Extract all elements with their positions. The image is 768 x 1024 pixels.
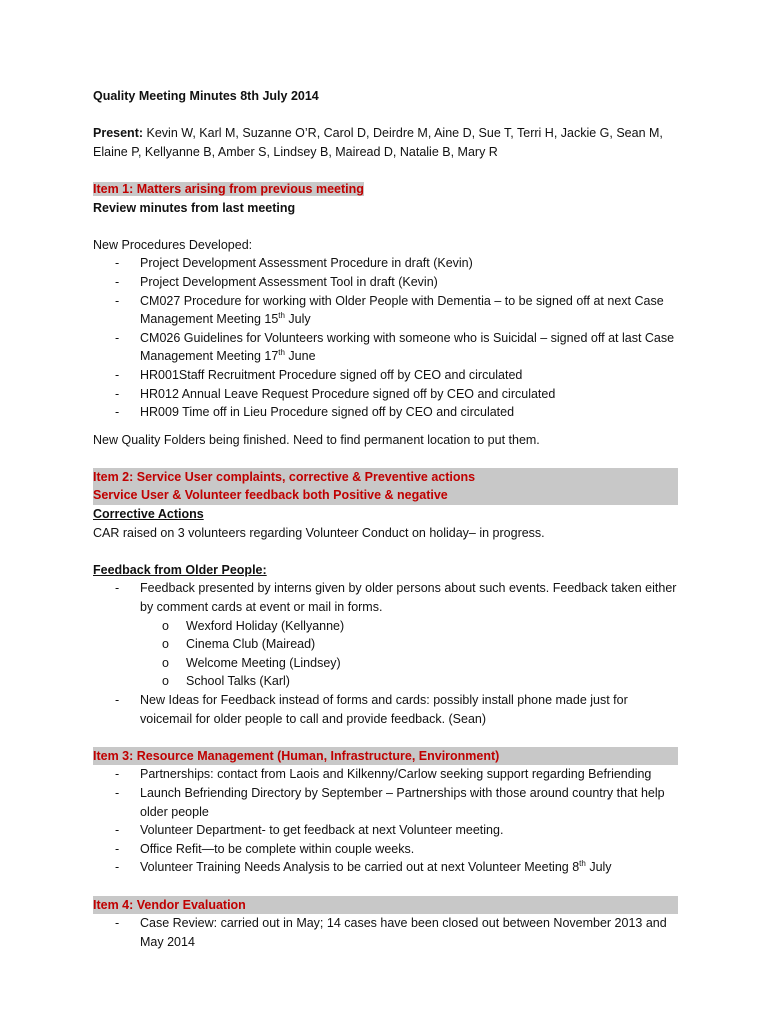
corrective-actions-label: Corrective Actions xyxy=(93,507,204,522)
item2-heading-line1: Item 2: Service User complaints, corrective & Preventive actions xyxy=(93,469,476,484)
list-item: o School Talks (Karl) xyxy=(140,672,678,691)
document-body xyxy=(93,87,678,951)
attendees-paragraph xyxy=(93,124,678,161)
present-label: Present: xyxy=(93,126,144,141)
list-item: - CM027 Procedure for working with Older People with Dementia – to be signed off at next Case Management Meeting 15th July xyxy=(93,292,678,329)
list-item: - Feedback presented by interns given by older persons about such events. Feedback taken either by comment cards at event or mail in forms. o Wexford Holiday (Kellyanne) o Cinema Club (Mairead) o Welcome Meeting (Lindsey) o School Talks (Karl) xyxy=(93,579,678,691)
list-item: o Cinema Club (Mairead) xyxy=(140,635,678,654)
list-item: o Wexford Holiday (Kellyanne) xyxy=(140,617,678,636)
attendees-list: Kevin W, Karl M, Suzanne O’R, Carol D, Deirdre M, Aine D, Sue T, Terri H, Jackie G, Sean M, Elaine P, Kellyanne B, Amber S, Lindsey B, Mairead D, Natalie B, Mary R xyxy=(93,126,667,159)
item3-heading: Item 3: Resource Management (Human, Infrastructure, Environment) xyxy=(93,747,678,766)
item4-heading: Item 4: Vendor Evaluation xyxy=(93,896,678,915)
list-item: - Case Review: carried out in May; 14 cases have been closed out between November 2013 and May 2014 xyxy=(93,914,678,951)
item1-heading: Item 1: Matters arising from previous meeting xyxy=(93,181,364,196)
list-item: - Volunteer Training Needs Analysis to be carried out at next Volunteer Meeting 8th July xyxy=(93,858,678,877)
list-item: - Launch Befriending Directory by September – Partnerships with those around country that help older people xyxy=(93,784,678,821)
list-item: o Welcome Meeting (Lindsey) xyxy=(140,654,678,673)
item2-heading-line2: Service User & Volunteer feedback both Positive & negative xyxy=(93,488,448,503)
feedback-list xyxy=(93,579,678,728)
resource-list xyxy=(93,765,678,877)
item2-heading-block xyxy=(93,468,678,505)
feedback-label: Feedback from Older People: xyxy=(93,562,267,577)
list-item: - Volunteer Department- to get feedback at next Volunteer meeting. xyxy=(93,821,678,840)
list-item: - Project Development Assessment Tool in draft (Kevin) xyxy=(93,273,678,292)
list-item: - New Ideas for Feedback instead of forms and cards: possibly install phone made just for voicemail for older people to call and provide feedback. (Sean) xyxy=(93,691,678,728)
folders-note: New Quality Folders being finished. Need to find permanent location to put them. xyxy=(93,432,540,447)
list-item: - Office Refit—to be complete within couple weeks. xyxy=(93,840,678,859)
procedures-list xyxy=(93,254,678,421)
document-title: Quality Meeting Minutes 8th July 2014 xyxy=(93,89,319,103)
corrective-actions-text: CAR raised on 3 volunteers regarding Volunteer Conduct on holiday– in progress. xyxy=(93,525,545,540)
vendor-list xyxy=(93,914,678,951)
item1-subheading: Review minutes from last meeting xyxy=(93,200,296,215)
list-item: - CM026 Guidelines for Volunteers working with someone who is Suicidal – signed off at last Case Management Meeting 17th June xyxy=(93,329,678,366)
list-item: - Project Development Assessment Procedure in draft (Kevin) xyxy=(93,254,678,273)
item1-heading-line xyxy=(93,180,678,199)
list-item: - Partnerships: contact from Laois and Kilkenny/Carlow seeking support regarding Befriending xyxy=(93,765,678,784)
list-item: - HR012 Annual Leave Request Procedure signed off by CEO and circulated xyxy=(93,385,678,404)
procedures-label: New Procedures Developed: xyxy=(93,237,253,252)
list-item: - HR001Staff Recruitment Procedure signed off by CEO and circulated xyxy=(93,366,678,385)
list-item: - HR009 Time off in Lieu Procedure signed off by CEO and circulated xyxy=(93,403,678,422)
events-list xyxy=(140,617,678,691)
